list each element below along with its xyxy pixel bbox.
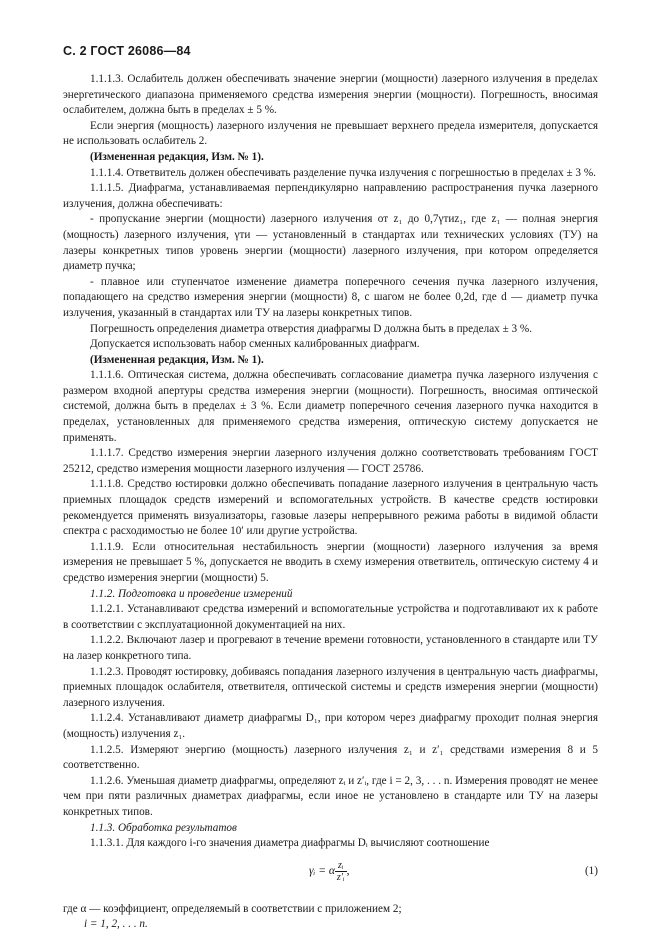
para-1-1-2-6: 1.1.2.6. Уменьшая диаметр диафрагмы, определяют zᵢ и z′ᵢ, где i = 2, 3, . . . n. Измерения проводят не менее чем при пяти различных диаметрах диафрагмы, если иное не установлено в стандарте или ТУ на лазеры конкретных типов. [63, 774, 598, 818]
section-heading-1-1-3: 1.1.3. Обработка результатов [90, 821, 237, 834]
para-attenuator-note: Если энергия (мощность) лазерного излучения не превышает верхнего предела измерителя, допускается не использовать ослабитель 2. [63, 119, 598, 148]
para-diaphragm-set: Допускается использовать набор сменных калиброванных диафрагм. [90, 338, 420, 351]
para-1-1-1-9: 1.1.1.9. Если относительная нестабильность энергии (мощности) лазерного излучения за время измерения не превышает 5 %, допускается не вводить в схему измерения ответвитель, оптическую систему 4 и средство измерения энергии (мощности) 5. [63, 540, 598, 584]
formula-lhs: γᵢ = α [309, 864, 335, 877]
para-1-1-2-2: 1.1.2.2. Включают лазер и прогревают в течение времени готовности, установленного в стандарте или ТУ на лазер конкретного типа. [63, 634, 598, 662]
where-line: где α — коэффициент, определяемый в соответствии с приложением 2; [63, 902, 402, 915]
formula-1 [63, 858, 598, 898]
index-range: i = 1, 2, . . . n. [84, 918, 148, 931]
para-1-1-2-1: 1.1.2.1. Устанавливают средства измерений и вспомогательные устройства и подготавливают их к работе в соответствии с эксплуатационной документацией на них. [63, 603, 598, 631]
para-1-1-1-4: 1.1.1.4. Ответвитель должен обеспечивать разделение пучка излучения с погрешностью в пределах ± 3 %. [90, 166, 596, 179]
amendment-note: (Измененная редакция, Изм. № 1). [90, 150, 264, 163]
para-1-1-2-5: 1.1.2.5. Измеряют энергию (мощность) лазерного излучения z₁ и z′₁ средствами измерения 8 и 5 соответственно. [63, 743, 598, 772]
para-1-1-1-6: 1.1.1.6. Оптическая система, должна обеспечивать согласование диаметра пучка лазерного излучения с размером входной апертуры средства измерения энергии (мощности). Погрешность, вносимая оптической системой, должна быть в пределах ± 3 %. Если диаметр поперечного сечения лазерного пучка находится в пределах, установленных для применяемого средства измерения, оптическую систему допускается не применять. [63, 369, 598, 444]
para-1-1-1-7: 1.1.1.7. Средство измерения энергии лазерного излучения должно соответствовать требованиям ГОСТ 25212, средство измерения мощности лазерного излучения — ГОСТ 25786. [63, 447, 598, 475]
page-header: С. 2 ГОСТ 26086—84 [63, 44, 191, 58]
para-1-1-1-8: 1.1.1.8. Средство юстировки должно обеспечивать попадание лазерного излучения в центральную часть приемных площадок средств измерений и вспомогательных устройств. В качестве средств юстировки рекомендуется применять визуализаторы, газовые лазеры непрерывного режима работы в видимой области спектра с расходимостью не более 10′ или другие устройства. [63, 478, 598, 538]
list-item: - пропускание энергии (мощности) лазерного излучения от z₁ до 0,7γтиz₁, где z₁ — полная энергия (мощность) лазерного излучения, γти — установленный в стандартах или технических условиях (ТУ) на лазеры конкретных типов уровень энергии (мощности) лазерного излучения, при котором определяется диаметр пучка; [63, 213, 598, 273]
section-heading-1-1-2: 1.1.2. Подготовка и проведение измерений [90, 587, 293, 600]
formula-explanation [63, 902, 598, 933]
para-1-1-3-1: 1.1.3.1. Для каждого i-го значения диаметра диафрагмы Dᵢ вычисляют соотношение [90, 837, 490, 850]
para-1-1-2-4: 1.1.2.4. Устанавливают диаметр диафрагмы D₁, при котором через диафрагму проходит полная энергия (мощность) излучения z₁. [63, 712, 598, 740]
formula-fraction [335, 860, 347, 883]
para-1-1-2-3: 1.1.2.3. Проводят юстировку, добиваясь попадания лазерного излучения в центральную часть диафрагмы, приемных площадок ослабителя, ответвителя, оптической системы и средств измерения энергии (мощности) лазерного излучения. [63, 665, 598, 709]
para-diaphragm-error: Погрешность определения диаметра отверстия диафрагмы D должна быть в пределах ± 3 %. [90, 322, 533, 335]
document-body [63, 72, 598, 933]
amendment-note: (Измененная редакция, Изм. № 1). [90, 353, 264, 366]
para-1-1-1-5: 1.1.1.5. Диафрагма, устанавливаемая перпендикулярно направлению распространения пучка лазерного излучения, должна обеспечивать: [63, 182, 598, 210]
list-item: - плавное или ступенчатое изменение диаметра поперечного сечения пучка лазерного излучения, попадающего на средство измерения энергии (мощности) 8, с шагом не более 0,2d, где d — диаметр пучка излучения, указанный в стандартах или ТУ на лазеры конкретных типов. [63, 275, 598, 319]
formula-expression [309, 860, 349, 883]
formula-denominator: z′ᵢ [336, 871, 345, 883]
equation-number: (1) [584, 864, 598, 877]
formula-tail: , [346, 864, 350, 877]
para-1-1-1-3: 1.1.1.3. Ослабитель должен обеспечивать значение энергии (мощности) лазерного излучения в пределах энергетического диапазона применяемого средства измерения энергии (мощности). Погрешность, вносимая ослабителем, должна быть в пределах ± 5 %. [63, 73, 598, 117]
formula-numerator: zᵢ [335, 860, 347, 872]
